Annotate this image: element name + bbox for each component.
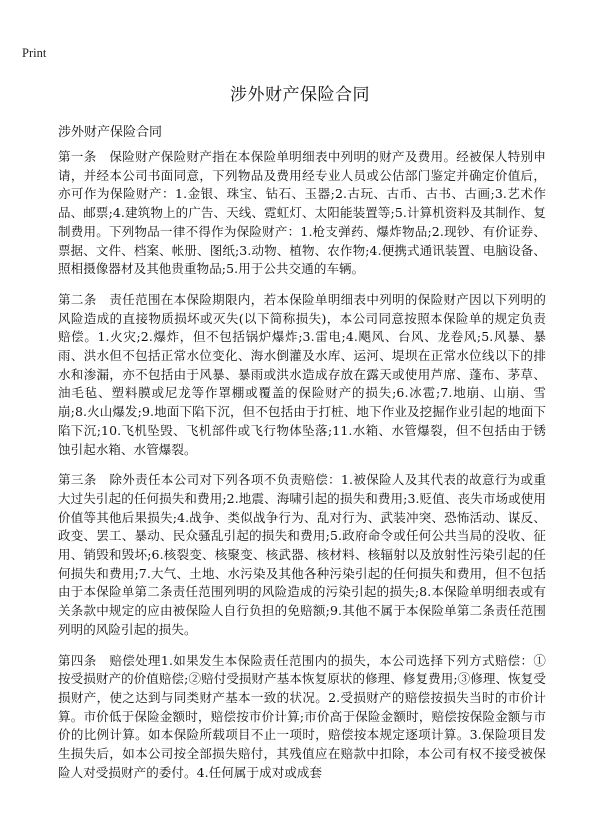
- article-3: 第三条 除外责任本公司对下列各项不负责赔偿：1.被保险人及其代表的故意行为或重大过失引起的任何损失和费用;2.地震、海啸引起的损失和费用;3.贬值、丧失市场或使用价值等其他后果损失;4.战争、类似战争行为、乱对行为、武装冲突、恐怖活动、谋反、政变、罢工、暴动、民众骚乱引起的损失和费用;5.政府命令或任何公共当局的没收、征用、销毁和毁坏;6.核裂变、核聚变、核武器、核材料、核辐射以及放射性污染引起的任何损失和费用;7.大气、土地、水污染及其他各种污染引起的任何损失和费用，但不包括由于本保险单第二条责任范围列明的风险造成的污染引起的损失;8.本保险单明细表或有关条款中规定的应由被保险人自行负担的免赔额;9.其他不属于本保险单第二条责任范围列明的风险引起的损失。: [58, 472, 546, 637]
- print-label: Print: [22, 46, 47, 60]
- article-4: 第四条 赔偿处理1.如果发生本保险责任范围内的损失，本公司选择下列方式赔偿：①按受损财产的价值赔偿;②赔付受损财产基本恢复原状的修理、修复费用;③修理、恢复受损财产，使之达到与同类财产基本一致的状况。2.受损财产的赔偿按损失当时的市价计算。市价低于保险金额时，赔偿按市价计算;市价高于保险金额时，赔偿按保险金额与市价的比例计算。如本保险所载项目不止一项时，赔偿按本规定逐项计算。3.保险项目发生损失后，如本公司按全部损失赔付，其残值应在赔款中扣除，本公司有权不接受被保险人对受损财产的委付。4.任何属于成对或成套: [58, 652, 546, 780]
- article-2: 第二条 责任范围在本保险期限内，若本保险单明细表中列明的保险财产因以下列明的风险造成的直接物质损坏或灭失(以下简称损失)，本公司同意按照本保险单的规定负责赔偿。1.火灾;2.爆炸，但不包括锅炉爆炸;3.雷电;4.飓风、台风、龙卷风;5.风暴、暴雨、洪水但不包括正常水位变化、海水倒灌及水库、运河、堤坝在正常水位线以下的排水和渗漏，亦不包括由于风暴、暴雨或洪水造成存放在露天或使用芦席、蓬布、茅草、油毛毡、塑料膜或尼龙等作罩棚或覆盖的保险财产的损失;6.冰雹;7.地崩、山崩、雪崩;8.火山爆发;9.地面下陷下沉，但不包括由于打桩、地下作业及挖掘作业引起的地面下陷下沉;10.飞机坠毁、飞机部件或飞行物体坠落;11.水箱、水管爆裂，但不包括由于锈蚀引起水箱、水管爆裂。: [58, 291, 546, 457]
- document-body: [58, 148, 546, 795]
- document-subtitle: 涉外财产保险合同: [58, 125, 163, 140]
- article-1: 第一条 保险财产保险财产指在本保险单明细表中列明的财产及费用。经被保人特别申请，并经本公司书面同意，下列物品及费用经专业人员或公估部门鉴定并确定价值后，亦可作为保险财产：1.金银、珠宝、钻石、玉器;2.古玩、古币、古书、古画;3.艺术作品、邮票;4.建筑物上的广告、天线、霓虹灯、太阳能装置等;5.计算机资料及其制作、复制费用。下列物品一律不得作为保险财产：1.枪支弹药、爆炸物品;2.现钞、有价证券、票据、文件、档案、帐册、图纸;3.动物、植物、农作物;4.便携式通讯装置、电脑设备、照相摄像器材及其他贵重物品;5.用于公共交通的车辆。: [58, 149, 546, 277]
- document-title: 涉外财产保险合同: [230, 85, 370, 105]
